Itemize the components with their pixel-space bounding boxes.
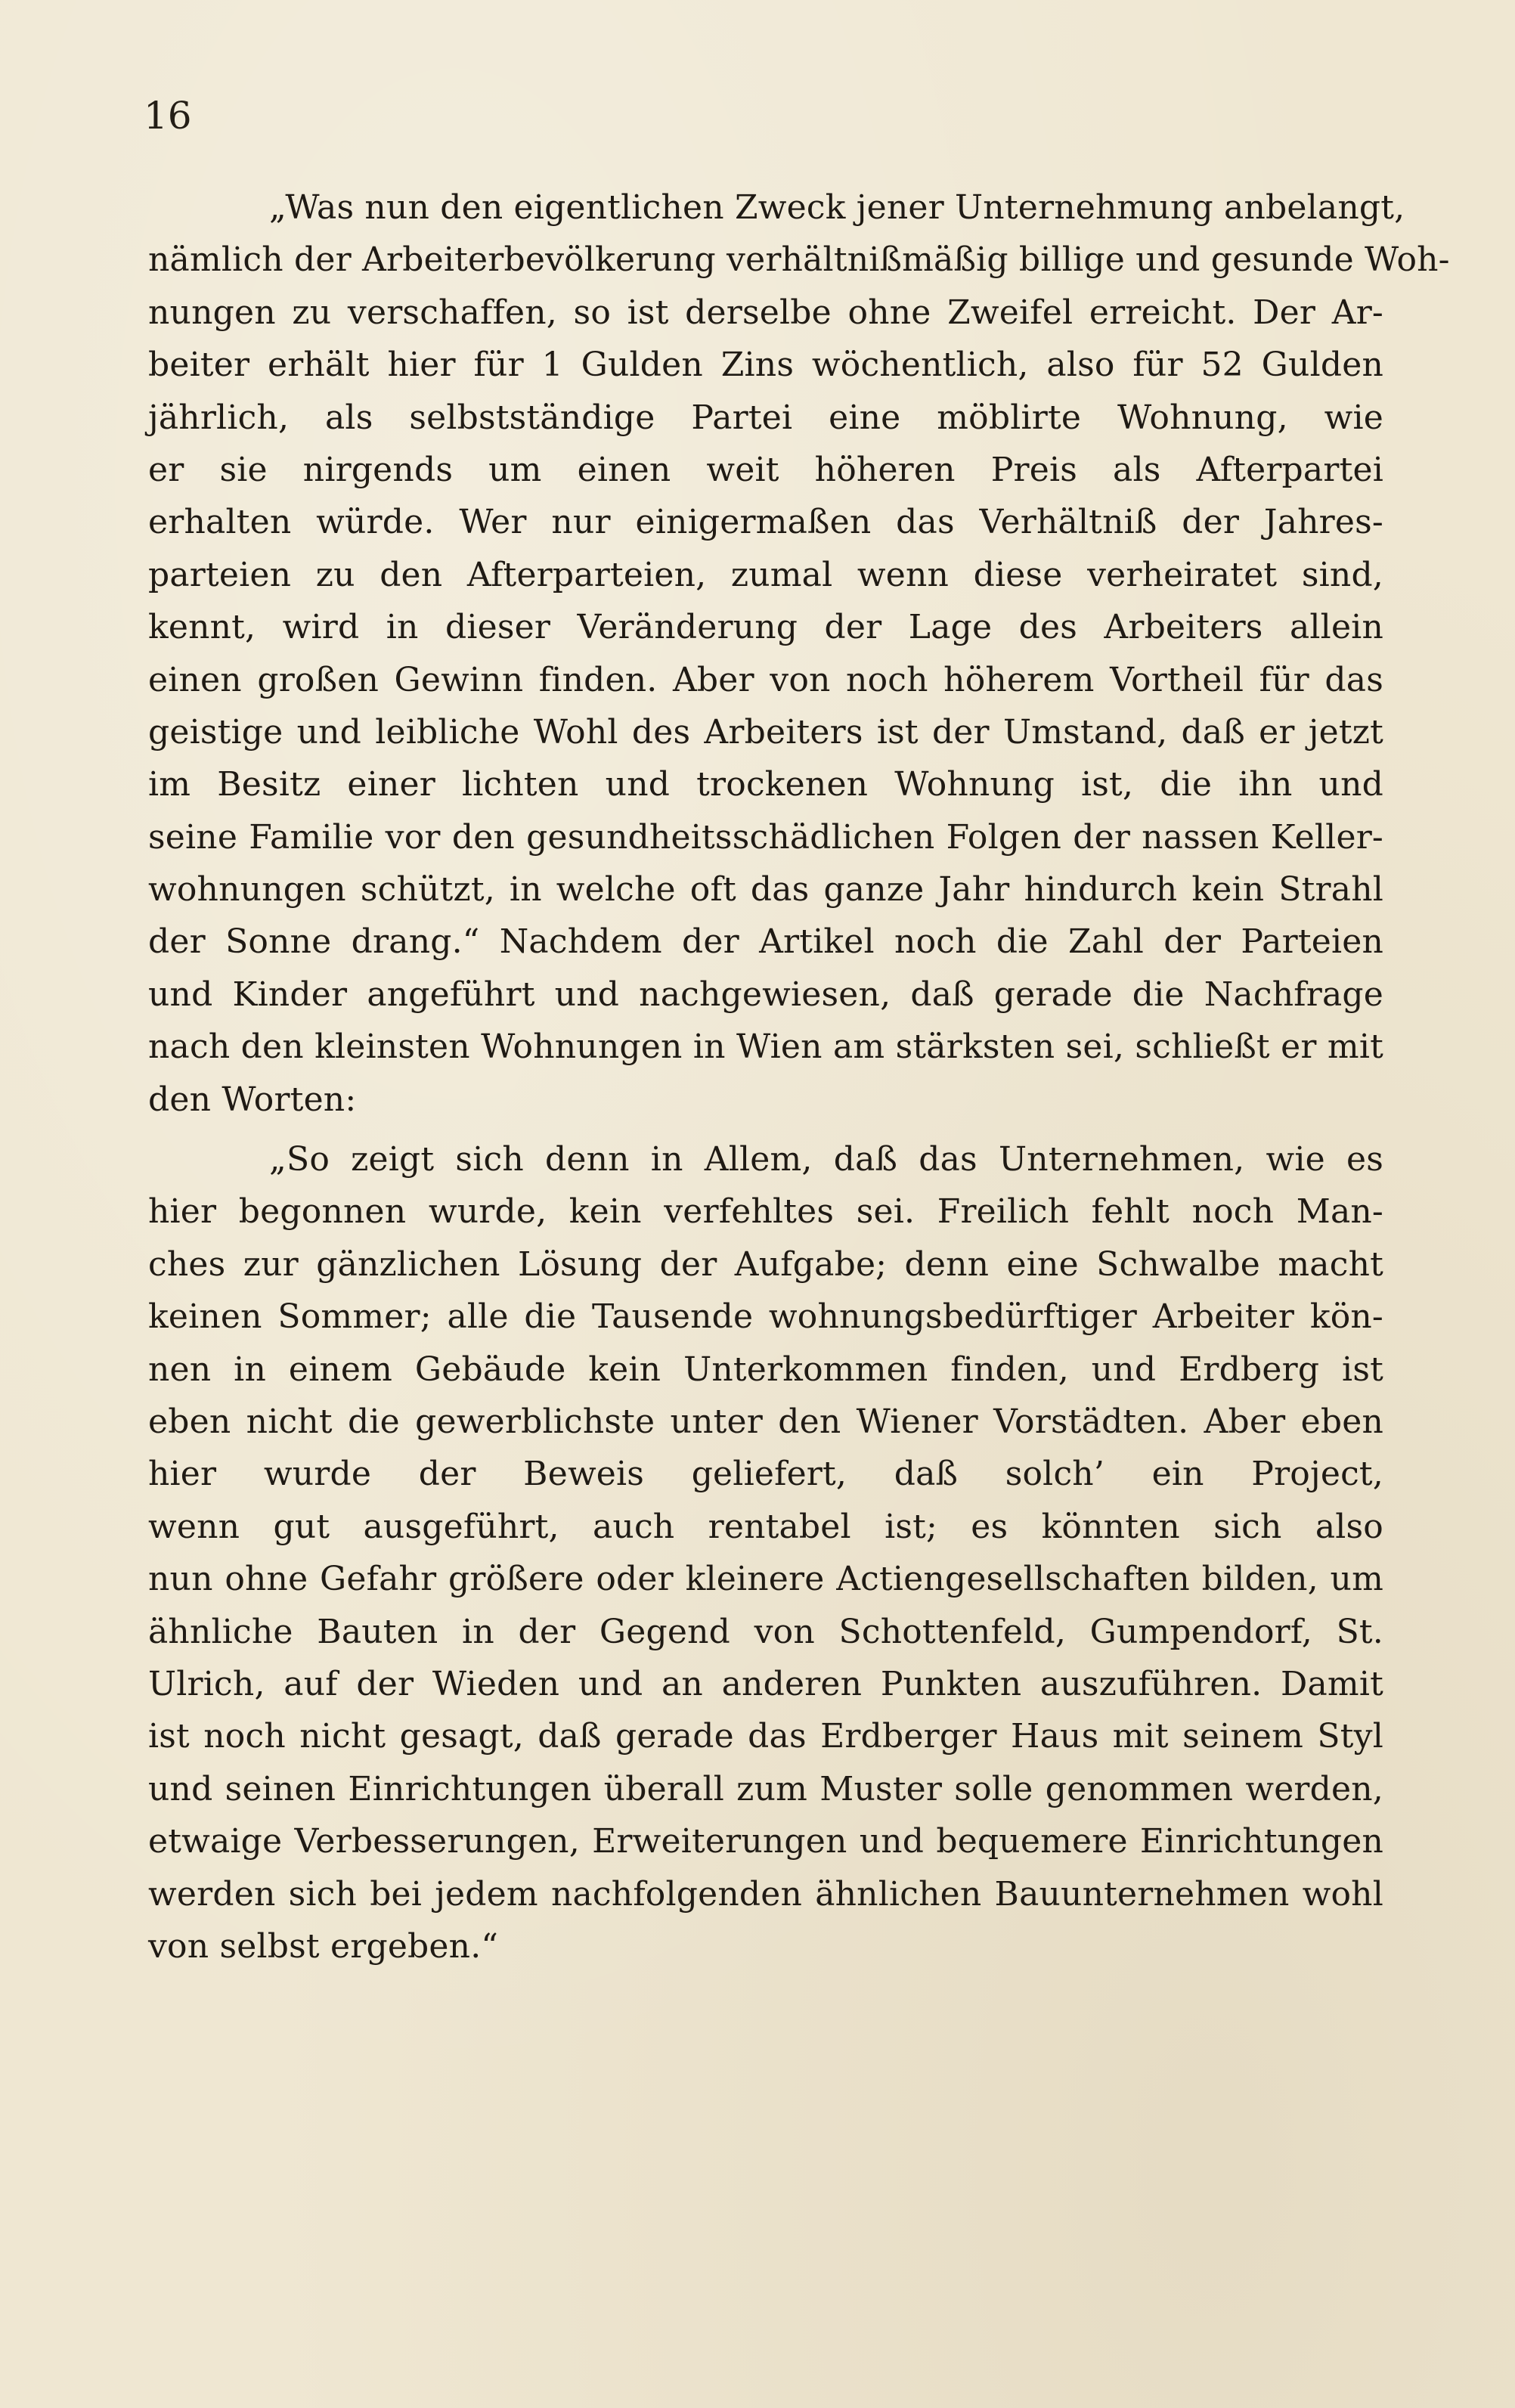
text-line: Ulrich, auf der Wieden und an anderen Punkten auszuführen. Damit [148,1664,1383,1703]
text-line: nach den kleinsten Wohnungen in Wien am stärksten sei, schließt er mit [148,1027,1383,1067]
text-line: und seinen Einrichtungen überall zum Muster solle genommen werden, [148,1769,1383,1808]
paragraph-1 [148,181,1450,1126]
text-line: nämlich der Arbeiterbevölkerung verhältnißmäßig billige und gesunde Woh- [148,240,1450,280]
text-line: nungen zu verschaffen, so ist derselbe ohne Zweifel erreicht. Der Ar- [148,293,1383,332]
paragraph-2 [148,1133,1383,1973]
paragraph-spacer [148,1126,1383,1133]
text-line: nun ohne Gefahr größere oder kleinere Actiengesellschaften bilden, um [148,1560,1383,1599]
text-line: eben nicht die gewerblichste unter den Wiener Vorstädten. Aber eben [148,1402,1383,1441]
text-line: und Kinder angeführt und nachgewiesen, daß gerade die Nachfrage [148,975,1383,1014]
text-line: hier begonnen wurde, kein verfehltes sei. Freilich fehlt noch Man- [148,1192,1383,1232]
text-line: wohnungen schützt, in welche oft das ganze Jahr hindurch kein Strahl [148,870,1383,910]
text-line: parteien zu den Afterparteien, zumal wenn diese verheiratet sind, [148,555,1383,594]
body-text [148,181,1450,1973]
text-line: kennt, wird in dieser Veränderung der Lage des Arbeiters allein [148,608,1383,647]
text-line: etwaige Verbesserungen, Erweiterungen und bequemere Einrichtungen [148,1822,1383,1861]
text-line: beiter erhält hier für 1 Gulden Zins wöchentlich, also für 52 Gulden [148,346,1383,385]
text-line: geistige und leibliche Wohl des Arbeiters ist der Umstand, daß er jetzt [148,712,1383,752]
text-line: von selbst ergeben.“ [148,1926,499,1966]
text-line: im Besitz einer lichten und trockenen Wohnung ist, die ihn und [148,765,1383,804]
text-line: „Was nun den eigentlichen Zweck jener Unternehmung anbelangt, [269,188,1405,227]
text-line: jährlich, als selbstständige Partei eine möblirte Wohnung, wie [148,398,1383,437]
text-line: seine Familie vor den gesundheitsschädlichen Folgen der nassen Keller- [148,817,1383,857]
text-line: erhalten würde. Wer nur einigermaßen das Verhältniß der Jahres- [148,503,1383,542]
text-line: er sie nirgends um einen weit höheren Preis als Afterpartei [148,450,1383,489]
page-number: 16 [144,94,192,138]
text-line: der Sonne drang.“ Nachdem der Artikel noch die Zahl der Parteien [148,922,1383,962]
text-line: ist noch nicht gesagt, daß gerade das Erdberger Haus mit seinem Styl [148,1717,1383,1756]
text-line: „So zeigt sich denn in Allem, daß das Unternehmen, wie es [269,1140,1383,1179]
text-line: einen großen Gewinn finden. Aber von noch höherem Vortheil für das [148,660,1383,699]
text-line: werden sich bei jedem nachfolgenden ähnlichen Bauunternehmen wohl [148,1874,1383,1914]
text-line: ches zur gänzlichen Lösung der Aufgabe; denn eine Schwalbe macht [148,1244,1383,1284]
text-line: den Worten: [148,1080,357,1119]
text-line: ähnliche Bauten in der Gegend von Schottenfeld, Gumpendorf, St. [148,1612,1383,1651]
text-line: hier wurde der Beweis geliefert, daß solch’ ein Project, [148,1455,1383,1494]
text-line: wenn gut ausgeführt, auch rentabel ist; es könnten sich also [148,1507,1383,1546]
text-line: nen in einem Gebäude kein Unterkommen finden, und Erdberg ist [148,1350,1383,1389]
text-line: keinen Sommer; alle die Tausende wohnungsbedürftiger Arbeiter kön- [148,1297,1383,1337]
